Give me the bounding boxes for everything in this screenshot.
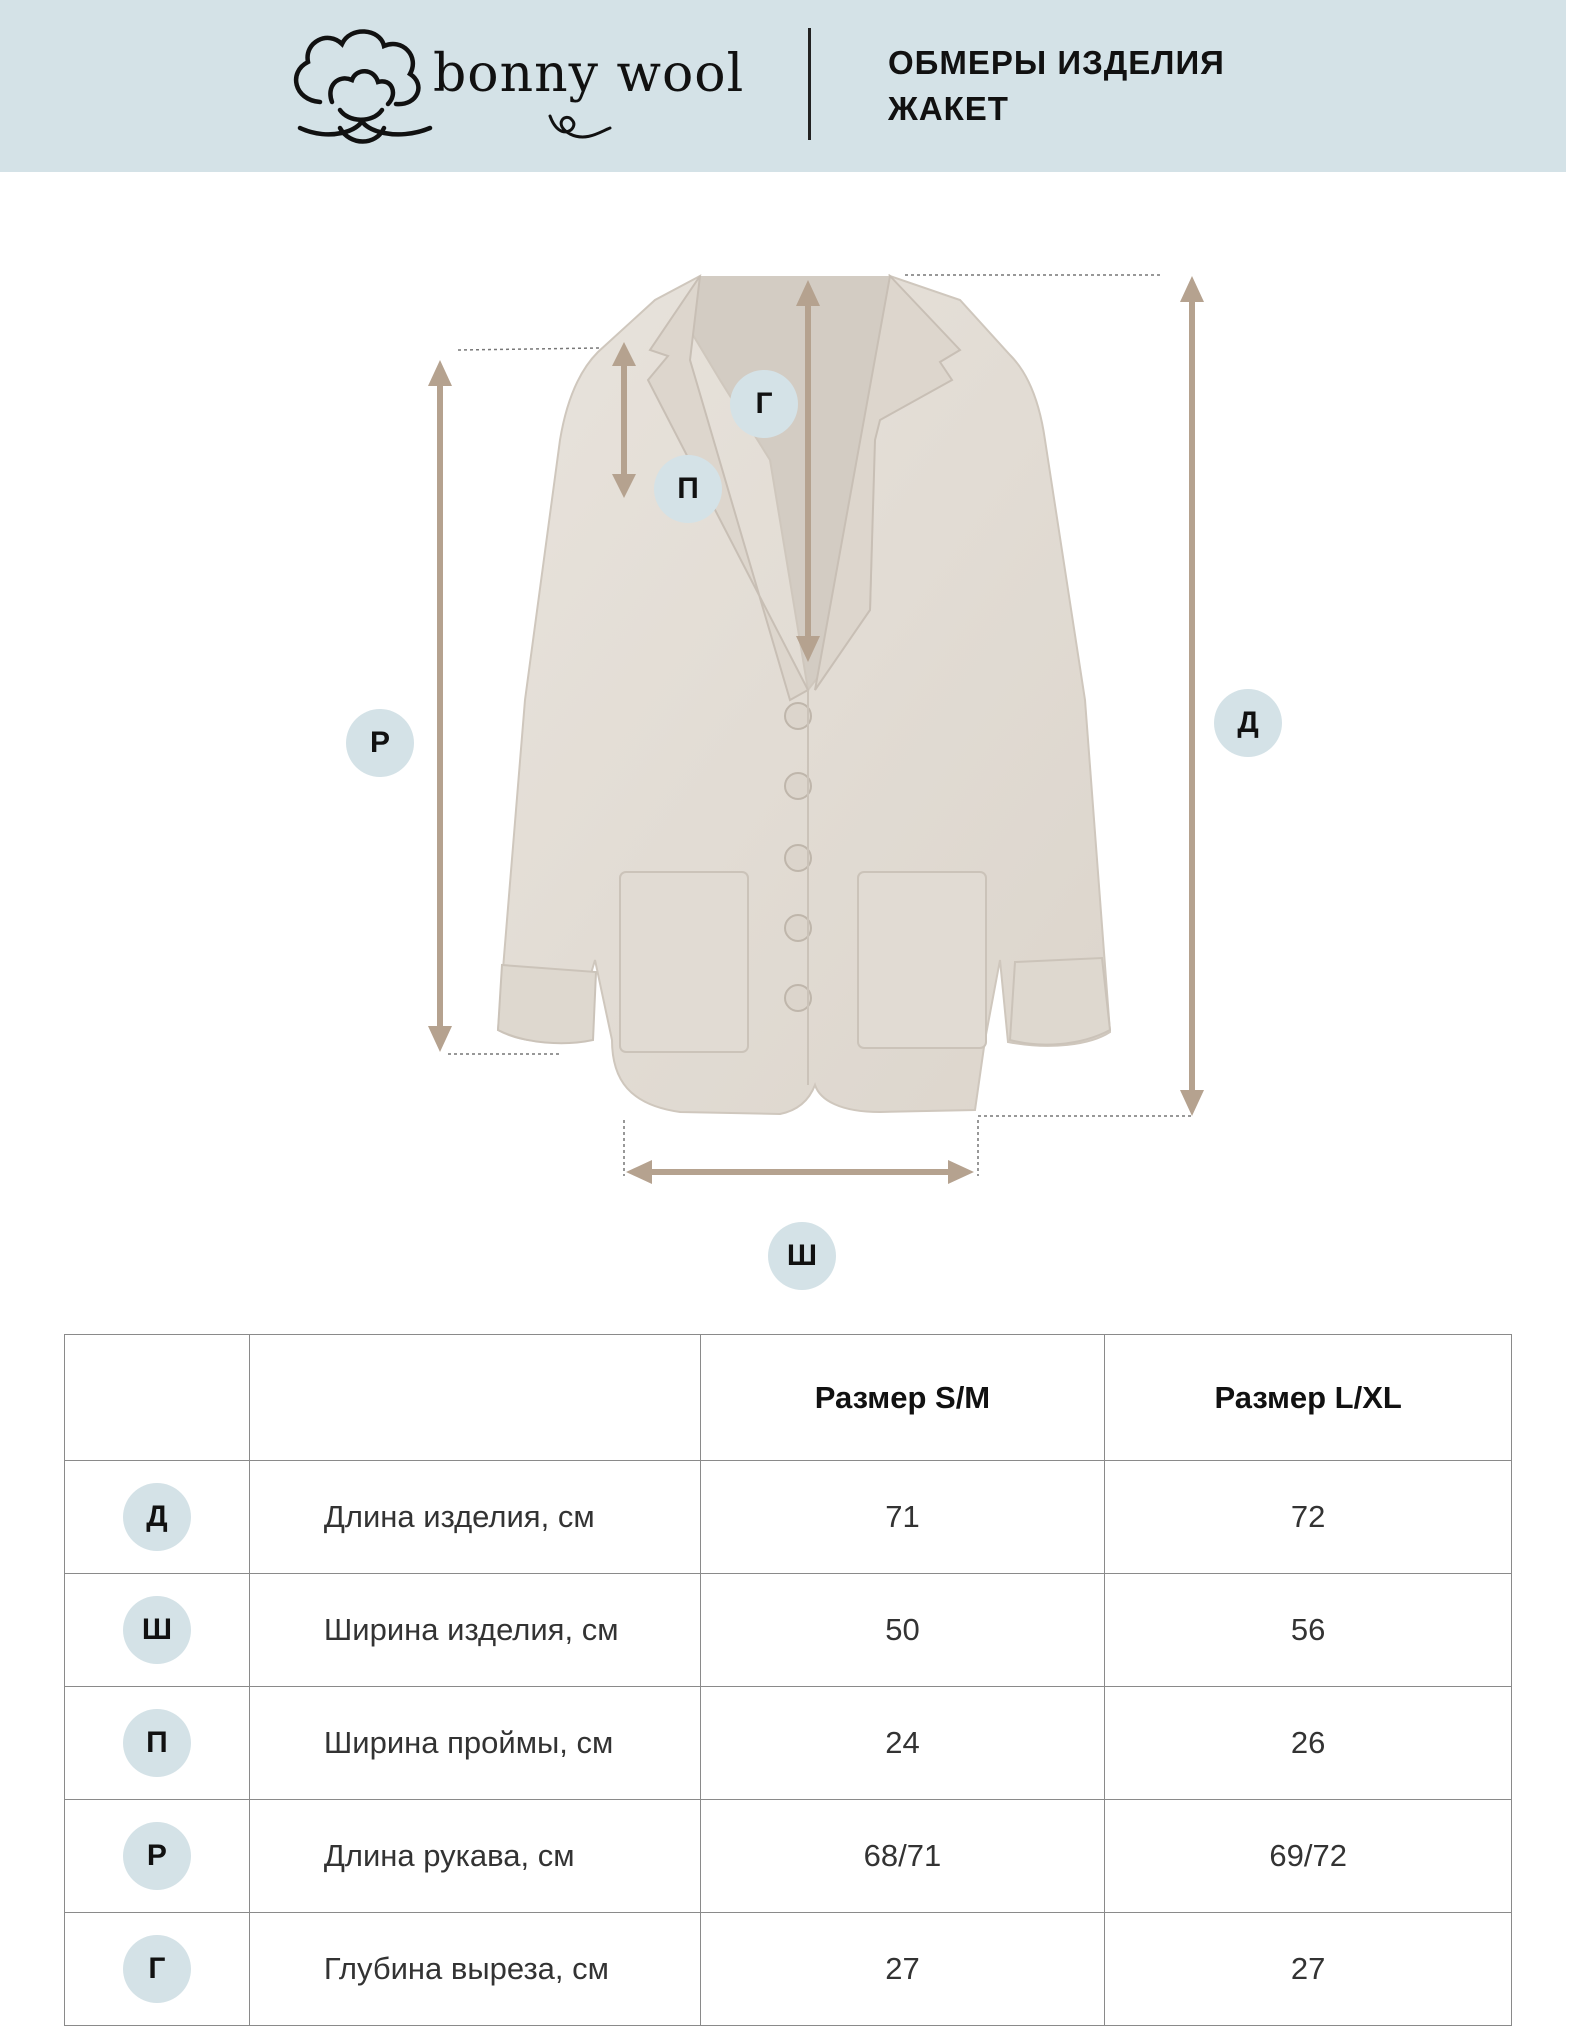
row-marker-badge: Р: [123, 1822, 191, 1890]
table-header-row: [65, 1335, 1512, 1461]
left-pocket: [620, 872, 748, 1052]
row-value-sm: 24: [700, 1687, 1105, 1800]
marker-g-badge: Г: [730, 370, 798, 438]
marker-d-badge: Д: [1214, 689, 1282, 757]
row-value-lxl: 69/72: [1105, 1800, 1512, 1913]
row-label: Ширина изделия, см: [249, 1574, 700, 1687]
row-label: Длина изделия, см: [249, 1461, 700, 1574]
row-value-sm: 68/71: [700, 1800, 1105, 1913]
table-row: [65, 1800, 1512, 1913]
row-label: Глубина выреза, см: [249, 1913, 700, 2026]
row-marker-badge: П: [123, 1709, 191, 1777]
row-value-lxl: 27: [1105, 1913, 1512, 2026]
marker-r-badge: Р: [346, 709, 414, 777]
page-title: ОБМЕРЫ ИЗДЕЛИЯ: [888, 44, 1225, 81]
row-marker-badge: Г: [123, 1935, 191, 2003]
measurements-table: [64, 1334, 1512, 2026]
row-marker-badge: Д: [123, 1483, 191, 1551]
header-size-lxl: Размер L/XL: [1105, 1335, 1512, 1461]
row-marker-badge: Ш: [123, 1596, 191, 1664]
right-cuff: [1010, 958, 1110, 1045]
measurement-diagram: [0, 172, 1572, 1292]
marker-sh-badge: Ш: [768, 1222, 836, 1290]
header-banner: [0, 0, 1566, 172]
row-value-lxl: 26: [1105, 1687, 1512, 1800]
table-row: [65, 1687, 1512, 1800]
row-label: Ширина проймы, см: [249, 1687, 700, 1800]
marker-p-badge: П: [654, 455, 722, 523]
table-row: [65, 1913, 1512, 2026]
row-label: Длина рукава, см: [249, 1800, 700, 1913]
brand-name: bonny wool: [433, 44, 745, 104]
row-value-lxl: 72: [1105, 1461, 1512, 1574]
table-row: [65, 1574, 1512, 1687]
header-divider: [808, 28, 811, 140]
row-value-sm: 50: [700, 1574, 1105, 1687]
left-cuff: [498, 965, 596, 1043]
header-marker-cell: [65, 1335, 250, 1461]
row-value-sm: 71: [700, 1461, 1105, 1574]
page-subtitle: ЖАКЕТ: [888, 90, 1009, 127]
right-pocket: [858, 872, 986, 1048]
header-size-sm: Размер S/M: [700, 1335, 1105, 1461]
header-label-cell: [249, 1335, 700, 1461]
jacket-illustration: [0, 172, 1572, 1292]
row-value-sm: 27: [700, 1913, 1105, 2026]
row-value-lxl: 56: [1105, 1574, 1512, 1687]
table-row: [65, 1461, 1512, 1574]
